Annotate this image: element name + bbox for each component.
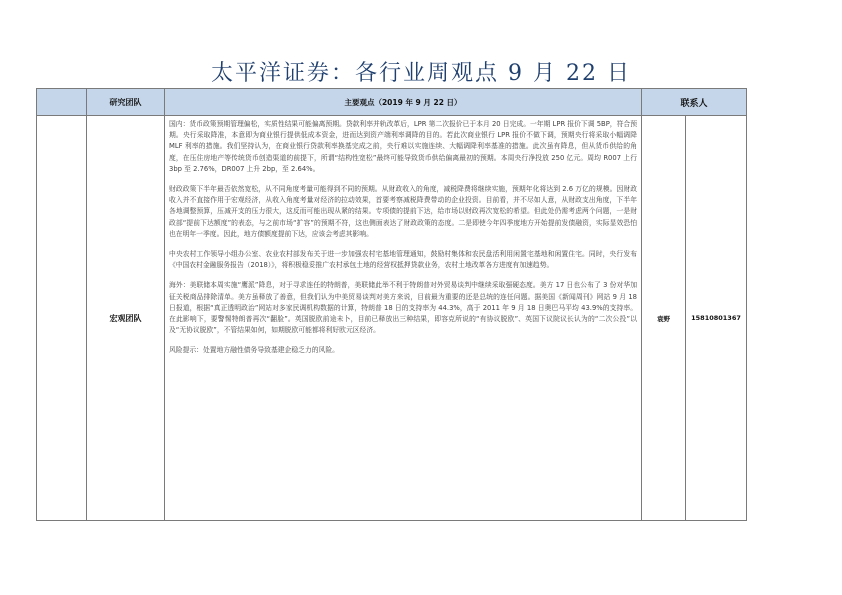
viewpoint-paragraph-domestic: 国内：货币政策预期管理偏松，实质性结果可能偏离预期。贷款利率并轨改革后，LPR 第二次报价已于本月 20 日完成。一年期 LPR 报价下调 5BP，符合预期。央行采取降准，本意即为商业银行提供低成本资金，进而达到资产端利率调降的目的。若此次商业银行 LPR 报价不做下调，预期央行将采取小幅调降 MLF 利率的措施。我们坚持认为，在商业银行贷款利率换基完成之前，央行难以实施连续、大幅调降利率基准的措施。此次虽有降息，但从货币供给的角度，在压住房地产等传统货币创造渠道的前提下，所谓“结构性宽松”最终可能导致货币供给偏离最初的预期。本周央行净投放 250 亿元。周均 R007 上行 3bp 至 2.76%，DR007 上升 2bp，至 2.64%。	[169, 120, 637, 173]
viewpoint-paragraph-rural: 中央农村工作领导小组办公室、农业农村部发布关于进一步加强农村宅基地管理通知，鼓励村集体和农民盘活利用闲置宅基地和闲置住宅。同时，央行发布《中国农村金融服务报告（2018）》，将积极稳妥推广农村承包土地的经营权抵押贷款业务，农村土地改革各方进度有加速趋势。	[169, 250, 637, 270]
header-main-viewpoint: 主要观点（2019 年 9 月 22 日）	[165, 89, 642, 116]
header-contact: 联系人	[642, 89, 747, 116]
viewpoint-cell	[165, 116, 642, 521]
viewpoint-table	[36, 88, 747, 521]
document-title: 太平洋证券：各行业周观点 9 月 22 日	[211, 61, 631, 86]
team-name: 宏观团队	[87, 116, 165, 521]
contact-phone: 15810801367	[686, 116, 747, 521]
viewpoint-paragraph-fiscal: 财政政策下半年最否依然宽松，从不同角度考量可能得到不同的预期。从财政收入的角度，减税降费将继续实施，预期年化将达到 2.6 万亿的规模。因财政收入并不直接作用于宏观经济，从收入角度考量对经济的拉动效果，首要考察减税降费带动的企业投资。目前看，并不尽如人意，从财政支出角度，下半年各地调整预算，压减开支的压力很大，这反而可能出现从紧的结果。专项债的提前下达，给市场以财政再次宽松的希望。但此处仍需考虑两个问题，一是财政部“提前下达额度”的表态，与之前市场“扩容”的预期不符，这也侧面表达了财政政策的态度。二是即使今年四季度地方开始提前发债融资，实际显效恐怕也在明年一季度。因此，地方债额度提前下达，应该会考虑其影响。	[169, 185, 637, 238]
header-blank	[37, 89, 87, 116]
table-header-row	[37, 89, 747, 116]
header-research-team: 研究团队	[87, 89, 165, 116]
viewpoint-paragraph-risk: 风险提示：处置地方融性债务导致基建企稳乏力的风险。	[169, 346, 339, 355]
row-blank-cell	[37, 116, 87, 521]
table-row	[37, 116, 747, 521]
viewpoint-paragraph-overseas: 海外：美联储本周实施“鹰派”降息，对于寻求连任的特朗普，美联储此举不利于特朗普对外贸易谈判中继续采取强硬态度。美方 17 日也公布了 3 份对华加征关税商品排除清单。美方虽释放了善意，但我们认为中美贸易谈判对美方来说，目前最为重要的还是总统的连任问题。据美国《新闻周刊》网站 9 月 18 日报道，根据“真正透明政治”网站对多家民调机构数据的计算，特朗普 18 日的支持率为 44.3%，高于 2011 年 9 月 18 日奥巴马平均 43.9%的支持率。在此影响下，要警惕特朗普再次“翻脸”。英国脱欧前途未卜，目前已释放出三种结果，即容克所说的“有协议脱欧”、英国下议院议长认为的“二次公投”以及“无协议脱欧”，不管结果如何，如期脱欧可能都将利好欧元区经济。	[169, 281, 637, 335]
contact-name: 袁野	[642, 116, 686, 521]
